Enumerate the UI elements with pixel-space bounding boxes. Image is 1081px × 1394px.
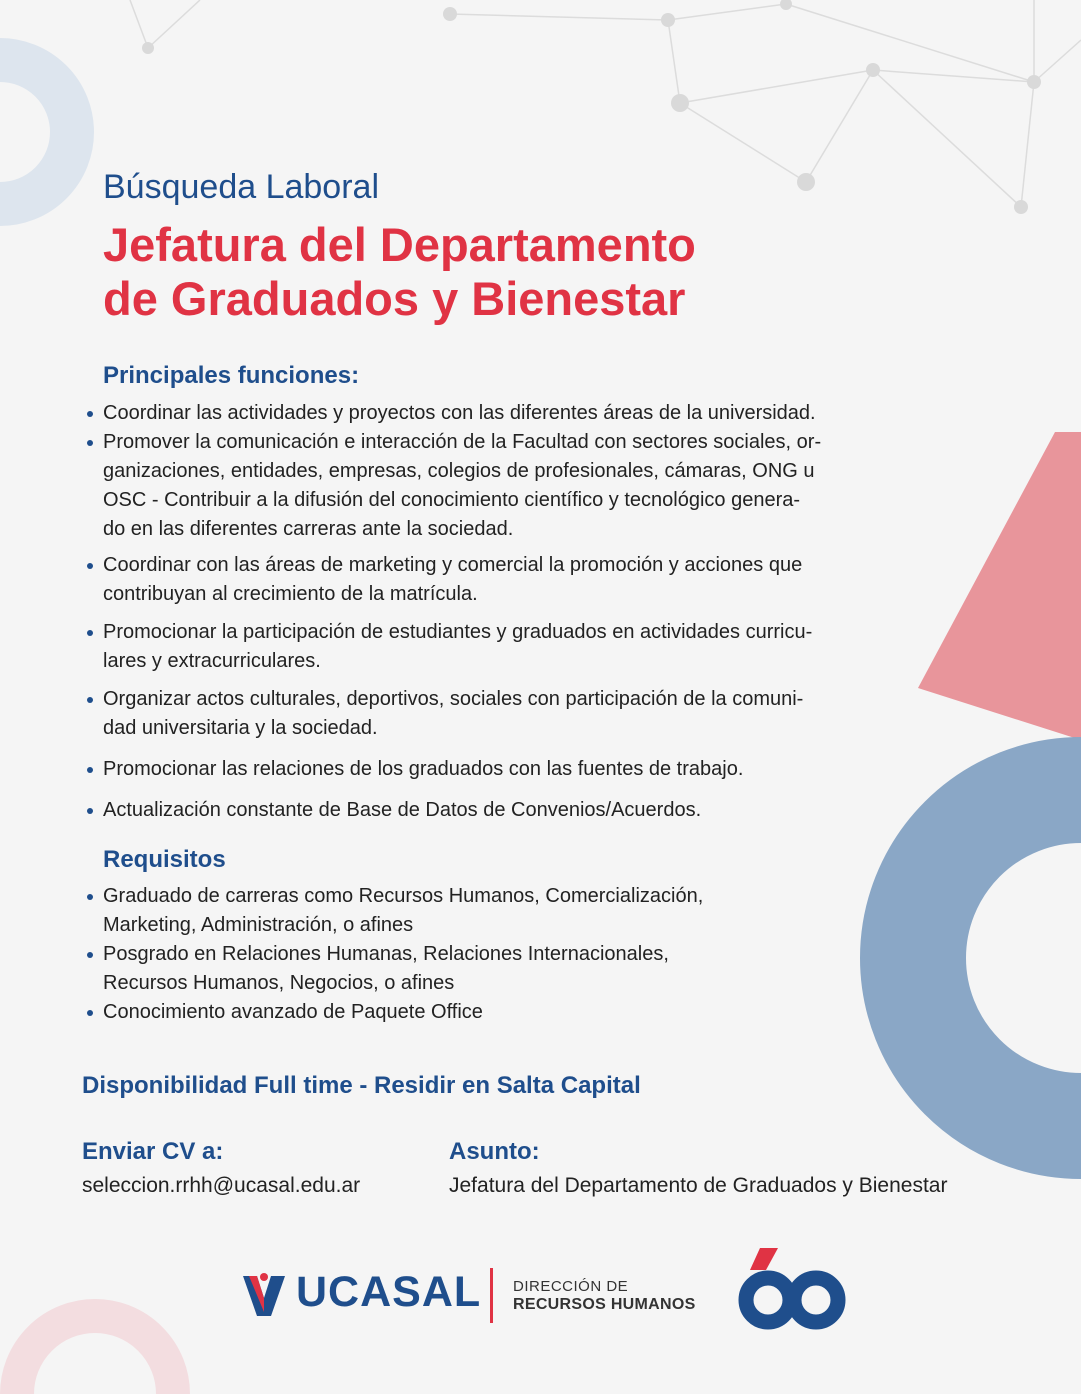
- list-item: [82, 399, 821, 428]
- eyebrow-heading: Búsqueda Laboral: [103, 168, 380, 206]
- list-item: [82, 940, 703, 998]
- list-item: [82, 618, 821, 676]
- list-item-text: dad universitaria y la sociedad.: [103, 717, 378, 739]
- list-item-text: Graduado de carreras como Recursos Humanos, Comercialización,: [103, 885, 704, 907]
- title-line-2: de Graduados y Bienestar: [103, 272, 686, 325]
- list-item-text: OSC - Contribuir a la difusión del conocimiento científico y tecnológico genera-: [103, 489, 801, 511]
- list-item-text: Coordinar las actividades y proyectos con las diferentes áreas de la universidad.: [103, 402, 816, 424]
- functions-heading: Principales funciones:: [103, 362, 360, 389]
- list-item-text: Conocimiento avanzado de Paquete Office: [103, 1001, 483, 1023]
- page-title: [103, 218, 696, 326]
- subject-value: Jefatura del Departamento de Graduados y Bienestar: [449, 1174, 948, 1197]
- list-item-text: Organizar actos culturales, deportivos, sociales con participación de la comuni-: [103, 688, 804, 710]
- list-item-text: Marketing, Administración, o afines: [103, 914, 414, 936]
- list-item-text: Promocionar la participación de estudiantes y graduados en actividades curricu-: [103, 621, 813, 643]
- subject-label: Asunto:: [449, 1138, 540, 1165]
- requirements-heading: Requisitos: [103, 846, 226, 873]
- send-cv-label: Enviar CV a:: [82, 1138, 224, 1165]
- department-line-2: RECURSOS HUMANOS: [513, 1296, 696, 1313]
- list-item-text: Promover la comunicación e interacción de la Facultad con sectores sociales, or-: [103, 431, 822, 453]
- list-item-text: do en las diferentes carreras ante la sociedad.: [103, 518, 514, 540]
- list-item: [82, 551, 821, 609]
- department-line-1: DIRECCIÓN DE: [513, 1278, 629, 1295]
- list-item: [82, 998, 703, 1027]
- list-item: [82, 685, 821, 743]
- list-item-text: Recursos Humanos, Negocios, o afines: [103, 972, 455, 994]
- sixty-anniversary-icon: [738, 1248, 848, 1334]
- list-item: [82, 882, 703, 940]
- ucasal-wordmark: UCASAL: [296, 1268, 482, 1316]
- list-item: [82, 755, 821, 784]
- list-item-text: lares y extracurriculares.: [103, 650, 321, 672]
- list-item-text: Promocionar las relaciones de los graduados con las fuentes de trabajo.: [103, 758, 744, 780]
- list-item: [82, 428, 821, 544]
- list-item-text: Posgrado en Relaciones Humanas, Relaciones Internacionales,: [103, 943, 669, 965]
- requirements-list: [82, 882, 703, 1027]
- functions-list: [82, 399, 821, 825]
- list-item: [82, 796, 821, 825]
- ucasal-shield-logo: [243, 1272, 285, 1316]
- footer-divider: [490, 1268, 493, 1323]
- email-link[interactable]: seleccion.rrhh@ucasal.edu.ar: [82, 1174, 361, 1197]
- list-item-text: Actualización constante de Base de Datos de Convenios/Acuerdos.: [103, 799, 702, 821]
- title-line-1: Jefatura del Departamento: [103, 218, 696, 271]
- list-item-text: ganizaciones, entidades, empresas, colegios de profesionales, cámaras, ONG u: [103, 460, 815, 482]
- list-item-text: contribuyan al crecimiento de la matrícula.: [103, 583, 478, 605]
- availability-note: Disponibilidad Full time - Residir en Salta Capital: [82, 1072, 641, 1099]
- list-item-text: Coordinar con las áreas de marketing y comercial la promoción y acciones que: [103, 554, 803, 576]
